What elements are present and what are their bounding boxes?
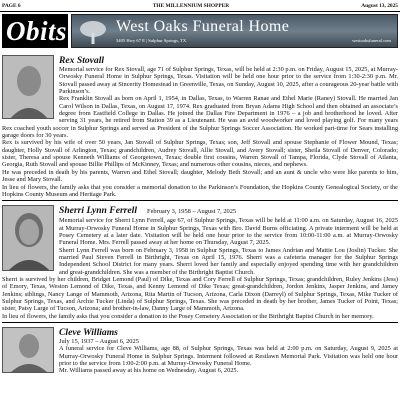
section-title: Obits [2,14,68,48]
obituary-name: Rex Stovall [59,55,105,66]
obituary-paragraph: Sherri Lynn Ferrell was born on February 3, 1958 in Sulphur Springs, Texas to James Andrian and Mattie Lou (Joslin) Tucker. She married Paul Steven Ferrell in Birthright, Texas on April 15, 1976. Sherri was a cafeteria manager for the Sulphur Springs Independent School District for many years. Sherri loved her family and especially enjoyed spending time with her grandchildren and great-grandchildren. She was a member of the Birthright Baptist Church. [59,246,398,276]
portrait-photo [2,205,54,271]
obituary-paragraph: Mr. Williams passed away at his home on Wednesday, August 6, 2025. [59,367,239,375]
portrait-photo [2,327,54,373]
obituary-column [2,53,398,399]
funeral-home-name: West Oaks Funeral Home [116,18,290,35]
obituary-paragraph: Memorial service for Rex Stovall, age 71 of Sulphur Springs, Texas, will be held at 2:30 p.m. on Friday, August 15, 2025, at Murray-Orwosky Funeral Home in Sulphur Springs, Texas. Visitation will be held one hour prior to the service from 1:30-2:30 p.m. Mr. Stovall passed away at Sincerity Homestead in Greenville, Texas, on Sunday, August 10, 2025, after a courageous 20-year battle with Parkinson’s. [59,66,398,96]
obituary-sherri-ferrell [2,203,398,320]
page-header [0,0,400,12]
divider [2,200,398,201]
obituary-dates: July 15, 1937 – August 6, 2025 [59,338,139,345]
obituary-paragraph: A funeral service for Cleve Williams, age 88, of Sulphur Springs, Texas was held at 2:00 p.m. on Saturday, August 9, 2025 at Murray-Orwosky Funeral Home in Sulphur Springs. Interment followed at Restlawn Memorial Park. Visitation was held one hour prior to the service from 1:00-2:00 p.m. at Murray-Orwosky Funeral Home. [59,345,398,368]
obituary-paragraph: Sherri is survived by her children, Bridget Lemond (Paul) of Dike, Texas and Cory Ferrell of Sulphur Springs, Texas; grandchildren, Ruley Jenkins (Jess) of Emory, Texas, Weston Lemond of Dike, Texas, and Kenny Lemond of Dike Texas; great-grandchildren, Jordon Jenkins, Jasper Jenkins, and Jamey Jenkins; siblings, Nancy Lange of Mammoth, Arizona, Rita Martin of Tucson, Arizona, Carla Dixon (Darreyl) of Sulphur Springs, Texas, Mike Tucker of Sulphur Springs, Texas, and Archie Tucker (Linda) of Sulphur Springs, Texas. She was preceded in death by her brother, James Tucker of Point, Texas; sister, Patsy Large of Tucson, Arizona; and brother-in-law, Danny Large of Mammoth, Arizona. [2,275,398,313]
obituary-paragraph: In lieu of flowers, the family asks that you consider a memorial donation to the Parkinson’s Foundation, the Hopkins County Genealogical Society, or the Hopkins County Museum and Heritage Park. [2,183,398,198]
page-number: PAGE 6 [2,2,21,9]
newspaper-name: THE MILLENNIUM SHOPPER [152,2,230,9]
obituary-paragraph: Rex is survived by his wife of over 50 years, Jan Stovall of Sulphur Springs, Texas; son, Jeff Stovall and spouse Stephanie of Flower Mound, Texas; daughter, Holly Stovall of Arlington, Texas; grandchildren, Audrey Stovall, Allie Stovall, and Avery Stovall; sister, Sheila Stovall of Denver, Colorado; sister, Theresa and spouse Kenneth Williams of Georgetown, Texas; double first cousins, Warren Stovall of Tampa, Florida, Clyde Stovall of Atlanta, Georgia, Ruth Stovall and spouse Billie Phillips of McKinney, Texas; and numerous other cousins, nieces, and nephews. [2,139,398,169]
obituary-name: Cleve Williams [59,327,118,338]
obituary-paragraph: Rex Franklin Stovall as born on April 1, 1954, in Dallas, Texas, to Warren Ranae and Ethel Marie (Raney) Stovall. He married Jan Carol Wilson in Dallas, Texas, on August 17, 1974. Rex graduated from Bryan Adams High School and then obtained an associate’s degree from Eastfield College in Dallas. He joined the Dallas Fire Department in 1976 – a job and brotherhood he loved. After serving 31 years, he retired from Station 39 as a Lieutenant. He was an avid woodworker and loved playing golf. For many years Rex coached youth soccer in Sulphur Springs and served as President of the Sulphur Springs Soccer Association. He worked part-time for Sears installing garage doors for 30 years. [2,95,398,140]
portrait-image [3,206,54,271]
obituary-cleve-williams [2,325,398,375]
obituary-dates: February 3, 1958 – August 7, 2025 [147,208,237,216]
issue-date: August 13, 2025 [361,2,398,9]
divider [2,322,398,323]
obituary-name: Sherri Lynn Ferrell [59,205,138,217]
obituary-paragraph: He was preceded in death by his parents, Warren and Ethel Stovall; daughter, Melody Beth Stovall; and an aunt & uncle who were like parents to him, Jesse and Mary Stovall. [2,168,398,184]
masthead [0,13,400,51]
portrait-photo [2,55,54,119]
oak-tree-icon [78,19,108,45]
funeral-home-address: 3405 Hwy 67 E | Sulphur Springs, TX [116,38,187,43]
obituary-paragraph: Memorial service for Sherri Lynn Ferrell, age 67, of Sulphur Springs, Texas will be held at 11:00 a.m. on Saturday, August 16, 2025 at Murray-Orwosky Funeral Home in Sulphur Springs, Texas with Bro. David Burns officiating. A private interment will be held at Posey Cemetery at a later date. Visitation will be held one hour prior to the service from 10:00-11:00 a.m. at Murray-Orwosky Funeral Home. Mrs. Ferrell passed away at her home on Thursday, August 7, 2025. [59,217,398,247]
obituary-rex-stovall [2,53,398,198]
portrait-image [3,56,54,119]
funeral-home-banner [71,14,398,48]
portrait-image [3,328,54,373]
funeral-home-website: westoaksfuneral.com [352,38,391,43]
obituary-paragraph: In lieu of flowers, the family asks that you consider a donation to the Posey Cemetery Association or the Birthright Baptist Church in her memory. [2,312,374,320]
